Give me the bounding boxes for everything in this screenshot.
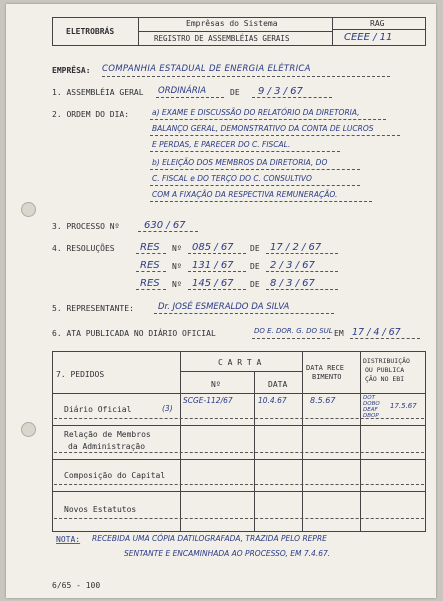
- distribution-header: OU PUBLICA: [365, 366, 405, 374]
- item4-label: 4. RESOLUÇÕES: [52, 244, 115, 253]
- pedidos-header: 7. PEDIDOS: [56, 370, 105, 379]
- distribution-code: DOT: [363, 395, 375, 401]
- row-label: Diário Oficial: [64, 405, 132, 414]
- assembly-type: ORDINÁRIA: [158, 86, 207, 96]
- rag-code-label: RAG: [370, 19, 385, 28]
- distribution-code: DBOP: [363, 413, 379, 419]
- row-label: Relação de Membros: [64, 430, 151, 439]
- assembly-date: 9 / 3 / 67: [258, 86, 303, 97]
- resolution-no-label: Nº: [172, 280, 182, 289]
- note-text: SENTANTE E ENCAMINHADA AO PROCESSO, EM 7.4.67.: [124, 549, 331, 558]
- resolution-type: RES: [140, 278, 160, 289]
- receipt-header: DATA RECE: [306, 364, 344, 372]
- empresa-label: EMPRÊSA:: [52, 66, 91, 75]
- note-label: NOTA:: [56, 535, 81, 544]
- resolution-date: 8 / 3 / 67: [270, 278, 315, 289]
- carta-date-header: DATA: [268, 380, 288, 389]
- agenda-line: a) EXAME E DISCUSSÃO DO RELATÓRIO DA DIRETORIA,: [152, 108, 360, 117]
- rag-code-value: CEEE / 11: [344, 32, 393, 43]
- carta-date: 10.4.67: [258, 396, 287, 405]
- carta-header: C A R T A: [218, 358, 262, 367]
- carta-number: SCGE-112/67: [183, 396, 233, 405]
- row-note: (3): [162, 404, 173, 413]
- document-sheet: [6, 4, 436, 598]
- item5-label: 5. REPRESENTANTE:: [52, 304, 134, 313]
- publication-date: 17 / 4 / 67: [352, 327, 401, 338]
- resolution-de: DE: [250, 244, 260, 253]
- distribution-header: ÇÃO NO EBI: [365, 375, 405, 383]
- resolution-date: 17 / 2 / 67: [270, 242, 322, 253]
- official-gazette: DO E. DOR. G. DO SUL: [254, 327, 333, 335]
- receipt-header: BIMENTO: [312, 373, 342, 381]
- system-label: Emprêsas do Sistema: [186, 19, 278, 28]
- item6-em: EM: [334, 329, 344, 338]
- agenda-line: b) ELEIÇÃO DOS MEMBROS DA DIRETORIA, DO: [152, 158, 328, 167]
- row-label: Novos Estatutos: [64, 505, 137, 514]
- resolution-date: 2 / 3 / 67: [270, 260, 315, 271]
- register-title: REGISTRO DE ASSEMBLÉIAS GERAIS: [154, 34, 290, 43]
- agenda-line: C. FISCAL e DO TERÇO DO C. CONSULTIVO: [152, 174, 312, 183]
- item1-de: DE: [230, 88, 240, 97]
- resolution-type: RES: [140, 242, 160, 253]
- resolution-type: RES: [140, 260, 160, 271]
- distribution-code: DOBO: [363, 401, 380, 407]
- note-text: RECEBIDA UMA CÓPIA DATILOGRAFADA, TRAZIDA PELO REPRE: [92, 534, 327, 543]
- agenda-line: BALANÇO GERAL, DEMONSTRATIVO DA CONTA DE LUCROS: [152, 124, 374, 133]
- distribution-header: DISTRIBUIÇÃO: [363, 357, 410, 365]
- row-label: Composição do Capital: [64, 471, 166, 480]
- agenda-line: COM A FIXAÇÃO DA RESPECTIVA REMUNERAÇÃO.: [152, 190, 338, 199]
- receipt-date: 8.5.67: [310, 396, 336, 405]
- form-number: 6/65 - 100: [52, 581, 101, 590]
- item6-label: 6. ATA PUBLICADA NO DIÁRIO OFICIAL: [52, 329, 216, 338]
- row-label: da Administração: [68, 442, 146, 451]
- representative-name: Dr. JOSÉ ESMERALDO DA SILVA: [158, 302, 290, 312]
- resolution-number: 145 / 67: [192, 278, 234, 289]
- punch-hole: [21, 422, 36, 437]
- resolution-no-label: Nº: [172, 244, 182, 253]
- resolution-number: 085 / 67: [192, 242, 234, 253]
- empresa-value: COMPANHIA ESTADUAL DE ENERGIA ELÉTRICA: [102, 64, 311, 74]
- org-name: ELETROBRÁS: [66, 27, 115, 36]
- process-number: 630 / 67: [144, 220, 186, 231]
- carta-no-header: Nº: [211, 380, 221, 389]
- resolution-number: 131 / 67: [192, 260, 234, 271]
- punch-hole: [21, 202, 36, 217]
- item2-label: 2. ORDEM DO DIA:: [52, 110, 130, 119]
- agenda-line: E PERDAS, E PARECER DO C. FISCAL.: [152, 140, 291, 149]
- distribution-date: 17.5.67: [390, 402, 417, 410]
- distribution-code: DEAF: [363, 407, 378, 413]
- item1-label: 1. ASSEMBLÉIA GERAL: [52, 88, 144, 97]
- resolution-de: DE: [250, 280, 260, 289]
- resolution-de: DE: [250, 262, 260, 271]
- item3-label: 3. PROCESSO Nº: [52, 222, 120, 231]
- resolution-no-label: Nº: [172, 262, 182, 271]
